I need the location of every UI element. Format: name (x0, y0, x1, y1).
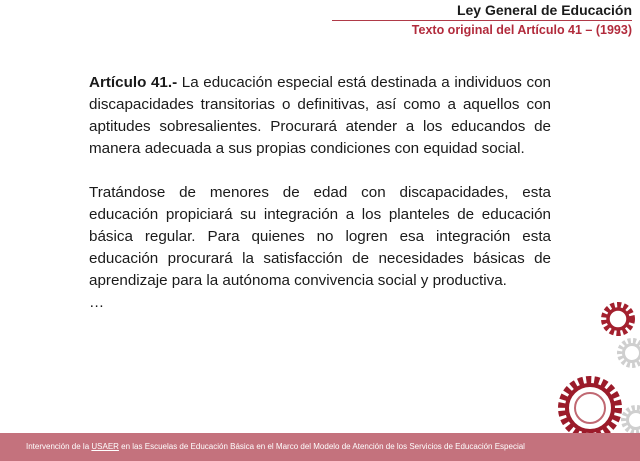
article-body (89, 72, 551, 314)
paragraph-1-text: La educación especial está destinada a individuos con discapacidades transitorias o definitivas, así como a aquellos con aptitudes sobresalientes. Procurará atender a los educandos de manera adecuada a sus propias condiciones con equidad social. (89, 74, 551, 157)
gears-icon (550, 290, 640, 440)
footer-text-start: Intervención de la (26, 442, 92, 451)
footer (0, 433, 640, 461)
grey-gear-bottom (624, 408, 640, 432)
large-gear (562, 380, 618, 436)
paragraph-1 (89, 72, 551, 160)
footer-usaer: USAER (91, 442, 119, 451)
document-title: Ley General de Educación (456, 2, 632, 18)
paragraph-2: Tratándose de menores de edad con discapacidades, esta educación propiciará su integración a los planteles de educación básica regular. Para quienes no logren esa integración esta educación procurará la satisfacción de necesidades básicas de aprendizaje para la autónoma convivencia social y productiva. (89, 184, 551, 289)
ellipsis: … (89, 294, 105, 311)
small-gear (604, 305, 632, 333)
header-divider (332, 20, 632, 21)
article-label: Artículo 41.- (89, 74, 178, 91)
document-subtitle: Texto original del Artículo 41 – (1993) (411, 23, 632, 37)
header (332, 0, 632, 38)
grey-gear-top (620, 341, 640, 365)
footer-text-end: en las Escuelas de Educación Básica en el Marco del Modelo de Atención de los Servicios de Educación Especial (118, 442, 525, 451)
